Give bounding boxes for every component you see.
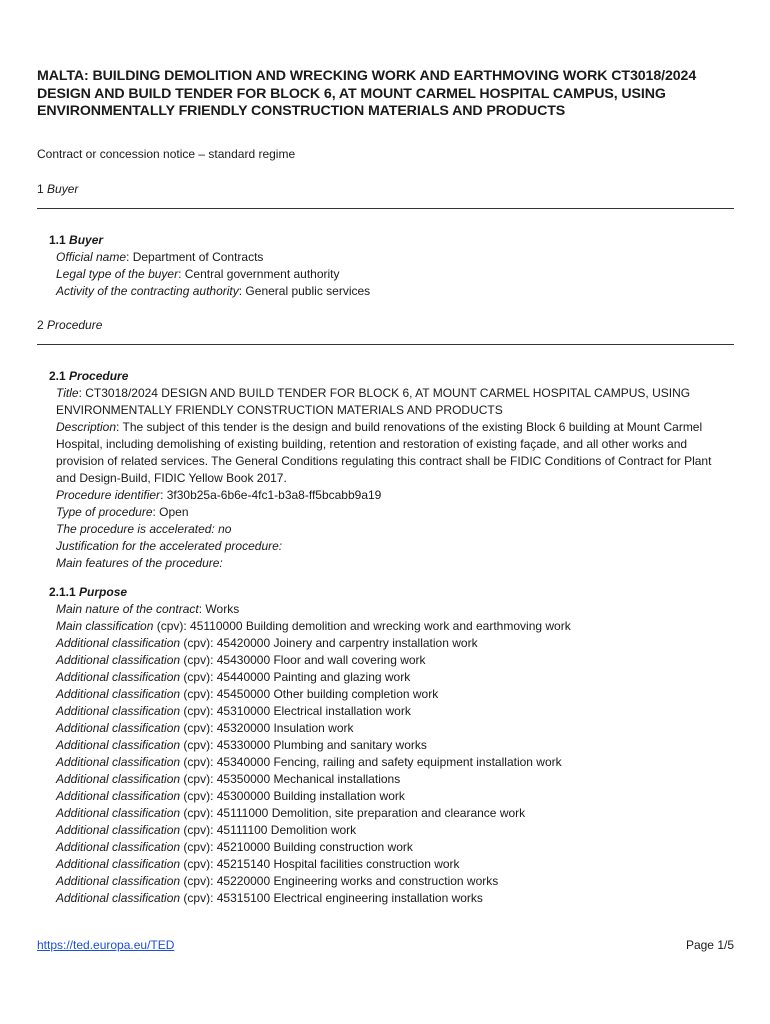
additional-classification-row <box>56 652 726 669</box>
identifier-value: : 3f30b25a-6b6e-4fc1-b3a8-ff5bcabb9a19 <box>160 488 382 502</box>
main-nature-value: : Works <box>198 602 240 616</box>
page-number: Page 1/5 <box>685 938 734 952</box>
additional-classification-row <box>56 822 726 839</box>
type-row <box>56 504 726 521</box>
additional-classification-label: Additional classification <box>56 806 181 820</box>
additional-classification-value: (cpv): 45111000 Demolition, site preparation and clearance work <box>180 806 526 820</box>
additional-classification-value: (cpv): 45420000 Joinery and carpentry installation work <box>180 636 478 650</box>
accelerated-text: The procedure is accelerated: no <box>56 522 232 536</box>
additional-classification-label: Additional classification <box>56 636 181 650</box>
section-1-number: 1 <box>37 182 44 196</box>
additional-classification-value: (cpv): 45300000 Building installation work <box>180 789 405 803</box>
additional-classification-row <box>56 873 726 890</box>
official-name-row <box>56 249 726 266</box>
additional-classification-label: Additional classification <box>56 857 181 871</box>
subsection-2-1-1-number: 2.1.1 <box>49 585 76 599</box>
identifier-row <box>56 487 726 504</box>
subsection-2-1-1-heading <box>49 584 127 601</box>
section-2-label: Procedure <box>47 318 103 332</box>
title-row <box>56 385 726 419</box>
procedure-details <box>56 385 726 572</box>
main-features-text: Main features of the procedure: <box>56 556 223 570</box>
additional-classification-value: (cpv): 45310000 Electrical installation work <box>180 704 411 718</box>
identifier-label: Procedure identifier <box>56 488 161 502</box>
purpose-details <box>56 601 726 907</box>
additional-classification-label: Additional classification <box>56 891 181 905</box>
additional-classification-row <box>56 703 726 720</box>
subsection-2-1-heading <box>49 368 128 385</box>
subsection-1-1-number: 1.1 <box>49 233 66 247</box>
additional-classification-value: (cpv): 45220000 Engineering works and construction works <box>180 874 499 888</box>
additional-classification-row <box>56 805 726 822</box>
additional-classification-value: (cpv): 45430000 Floor and wall covering work <box>180 653 426 667</box>
buyer-details <box>56 249 726 300</box>
additional-classification-label: Additional classification <box>56 721 181 735</box>
main-classification-label: Main classification <box>56 619 154 633</box>
additional-classification-row <box>56 669 726 686</box>
additional-classification-value: (cpv): 45450000 Other building completion work <box>180 687 439 701</box>
accelerated-row <box>56 521 726 538</box>
additional-classification-value: (cpv): 45330000 Plumbing and sanitary works <box>180 738 427 752</box>
main-nature-row <box>56 601 726 618</box>
section-1-divider <box>37 208 734 209</box>
additional-classification-row <box>56 754 726 771</box>
additional-classification-label: Additional classification <box>56 823 181 837</box>
subsection-2-1-number: 2.1 <box>49 369 66 383</box>
section-2-number: 2 <box>37 318 44 332</box>
main-nature-label: Main nature of the contract <box>56 602 199 616</box>
additional-classification-value: (cpv): 45215140 Hospital facilities construction work <box>180 857 460 871</box>
additional-classification-value: (cpv): 45340000 Fencing, railing and safety equipment installation work <box>180 755 562 769</box>
additional-classification-row <box>56 771 726 788</box>
main-classification-value: (cpv): 45110000 Building demolition and wrecking work and earthmoving work <box>153 619 571 633</box>
additional-classification-label: Additional classification <box>56 772 181 786</box>
justification-row <box>56 538 726 555</box>
type-label: Type of procedure <box>56 505 153 519</box>
official-name-value: : Department of Contracts <box>126 250 264 264</box>
additional-classification-value: (cpv): 45315100 Electrical engineering installation works <box>180 891 483 905</box>
title-label: Title <box>56 386 79 400</box>
subsection-1-1-heading <box>49 232 103 249</box>
subsection-1-1-label: Buyer <box>69 233 104 247</box>
additional-classification-value: (cpv): 45210000 Building construction work <box>180 840 413 854</box>
additional-classification-value: (cpv): 45111100 Demolition work <box>180 823 357 837</box>
official-name-label: Official name <box>56 250 127 264</box>
main-features-row <box>56 555 726 572</box>
additional-classification-label: Additional classification <box>56 755 181 769</box>
additional-classification-value: (cpv): 45350000 Mechanical installations <box>180 772 401 786</box>
ted-link[interactable]: https://ted.europa.eu/TED <box>37 938 175 952</box>
description-label: Description <box>56 420 117 434</box>
additional-classification-label: Additional classification <box>56 840 181 854</box>
legal-type-value: : Central government authority <box>178 267 340 281</box>
additional-classification-row <box>56 890 726 907</box>
main-classification-row <box>56 618 726 635</box>
additional-classification-row <box>56 686 726 703</box>
additional-classification-label: Additional classification <box>56 789 181 803</box>
legal-type-row <box>56 266 726 283</box>
additional-classification-row <box>56 856 726 873</box>
activity-label: Activity of the contracting authority <box>56 284 239 298</box>
additional-classification-label: Additional classification <box>56 687 181 701</box>
additional-classification-label: Additional classification <box>56 704 181 718</box>
additional-classification-label: Additional classification <box>56 738 181 752</box>
additional-classification-label: Additional classification <box>56 653 181 667</box>
additional-classification-label: Additional classification <box>56 874 181 888</box>
page-title: MALTA: BUILDING DEMOLITION AND WRECKING WORK AND EARTHMOVING WORK CT3018/2024 DESIGN AND BUILD TENDER FOR BLOCK 6, AT MOUNT CARMEL HOSPITAL CAMPUS, USING ENVIRONMENTALLY FRIENDLY CONSTRUCTION MATERIALS AND PRODUCTS <box>37 68 697 119</box>
section-2-divider <box>37 344 734 345</box>
additional-classification-list <box>56 635 726 907</box>
additional-classification-value: (cpv): 45320000 Insulation work <box>180 721 354 735</box>
additional-classification-row <box>56 737 726 754</box>
additional-classification-row <box>56 635 726 652</box>
description-value: : The subject of this tender is the design and build renovations of the existing Block 6 building at Mount Carmel Hospital, including demolishing of existing building, retention and restoration of existing façade, and all other works and provision of related services. The General Conditions regulating this contract shall be FIDIC Conditions of Contract for Plant and Design-Build, FIDIC Yellow Book 2017. <box>56 420 712 485</box>
additional-classification-label: Additional classification <box>56 670 181 684</box>
justification-text: Justification for the accelerated procedure: <box>56 539 283 553</box>
activity-value: : General public services <box>238 284 371 298</box>
section-2-heading <box>37 317 102 334</box>
type-value: : Open <box>152 505 189 519</box>
notice-type: Contract or concession notice – standard regime <box>37 147 296 161</box>
title-value: : CT3018/2024 DESIGN AND BUILD TENDER FOR BLOCK 6, AT MOUNT CARMEL HOSPITAL CAMPUS, USING ENVIRONMENTALLY FRIENDLY CONSTRUCTION MATERIALS AND PRODUCTS <box>56 386 691 417</box>
section-1-label: Buyer <box>47 182 79 196</box>
additional-classification-row <box>56 788 726 805</box>
section-1-heading <box>37 181 78 198</box>
additional-classification-value: (cpv): 45440000 Painting and glazing work <box>180 670 411 684</box>
subsection-2-1-label: Procedure <box>69 369 129 383</box>
description-row <box>56 419 726 487</box>
activity-row <box>56 283 726 300</box>
additional-classification-row <box>56 720 726 737</box>
additional-classification-row <box>56 839 726 856</box>
subsection-2-1-1-label: Purpose <box>79 585 128 599</box>
legal-type-label: Legal type of the buyer <box>56 267 179 281</box>
